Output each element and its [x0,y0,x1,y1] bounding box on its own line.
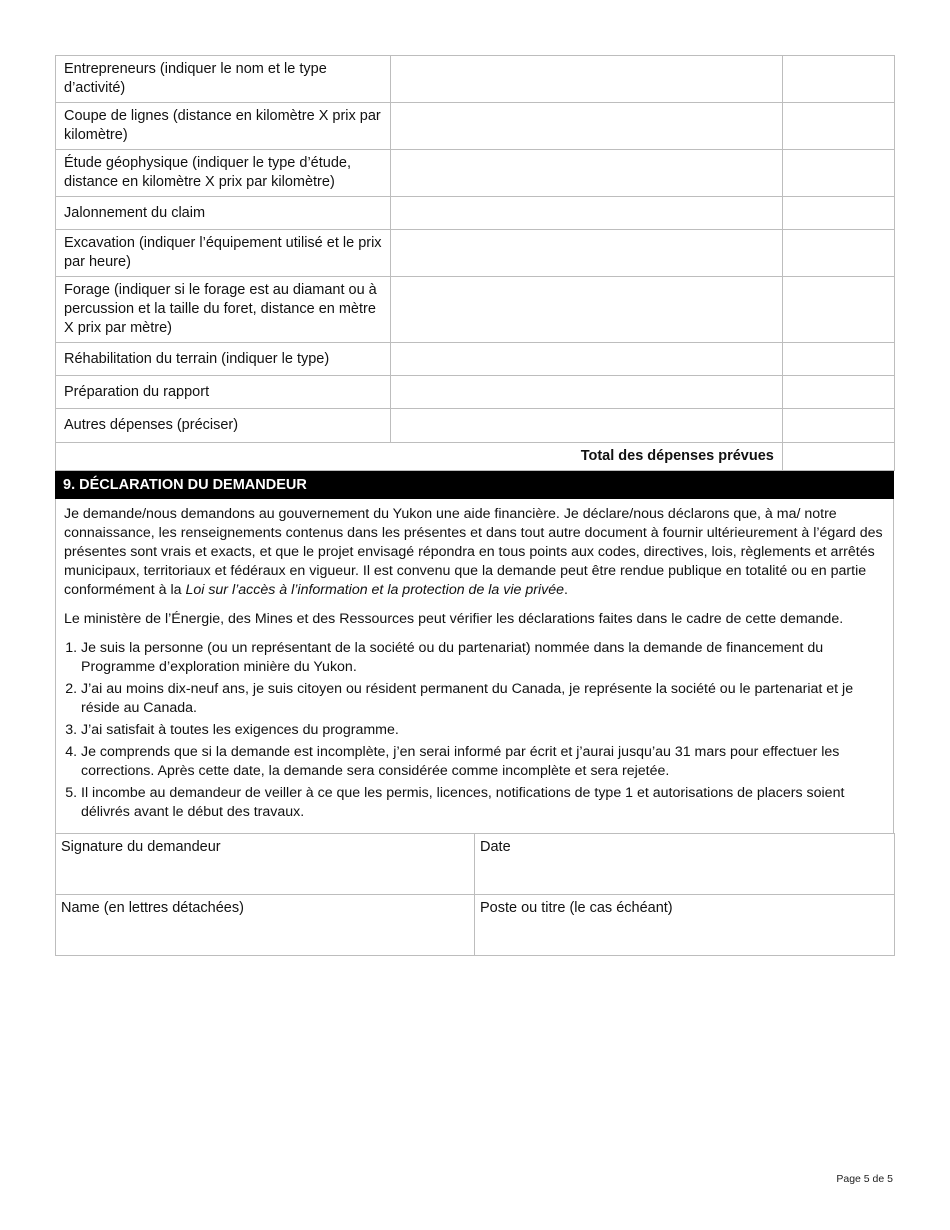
law-title: Loi sur l’accès à l’information et la protection de la vie privée [185,582,564,598]
table-row [56,409,895,443]
table-row [56,343,895,376]
expense-detail-field[interactable] [391,343,782,376]
table-row [56,277,895,343]
expense-detail-field[interactable] [391,150,782,197]
list-item: 5. Il incombe au demandeur de veiller à ce que les permis, licences, notifications de type 1 et autorisations de placers soient délivrés avant le début des travaux. [81,784,885,822]
expense-detail-field[interactable] [391,197,782,230]
form-page [55,55,894,956]
expense-label: Coupe de lignes (distance en kilomètre X prix par kilomètre) [56,103,391,150]
expense-detail-field[interactable] [391,56,782,103]
declaration-paragraph [64,505,885,600]
signature-label: Signature du demandeur [61,839,221,855]
table-row [56,197,895,230]
expense-amount-field[interactable] [782,150,894,197]
expense-amount-field[interactable] [782,56,894,103]
expense-label: Réhabilitation du terrain (indiquer le type) [56,343,391,376]
expense-label: Jalonnement du claim [56,197,391,230]
total-label: Total des dépenses prévues [56,443,783,471]
expense-label: Entrepreneurs (indiquer le nom et le type d’activité) [56,56,391,103]
table-row [56,56,895,103]
expense-label: Préparation du rapport [56,376,391,409]
expense-amount-field[interactable] [782,197,894,230]
expense-detail-field[interactable] [391,409,782,443]
total-amount-field[interactable] [782,443,894,471]
expense-detail-field[interactable] [391,376,782,409]
table-row [56,150,895,197]
table-row [56,376,895,409]
total-row [56,443,895,471]
expense-amount-field[interactable] [782,230,894,277]
expense-amount-field[interactable] [782,409,894,443]
expense-amount-field[interactable] [782,103,894,150]
expense-label: Étude géophysique (indiquer le type d’étude, distance en kilomètre X prix par kilomètre) [56,150,391,197]
declaration-list [64,639,885,822]
list-item: 1. Je suis la personne (ou un représentant de la société ou du partenariat) nommée dans la demande de financement du Programme d’exploration minière du Yukon. [81,639,885,677]
declaration-text [55,499,894,833]
expense-detail-field[interactable] [391,103,782,150]
declaration-paragraph-text: Je demande/nous demandons au gouvernement du Yukon une aide financière. Je déclare/nous déclarons que, à ma/ notre connaissance, les renseignements contenus dans les présentes et dans tout autre document à fournir ultérieurement à l’égard des présentes sont vrais et exacts, et que le projet envisagé répondra en tous points aux codes, directives, lois, règlements et arrêtés municipaux, territoriaux et fédéraux en vigueur. Il est convenu que la demande peut être rendue publique en totalité ou en partie conformément à la [64,506,883,598]
table-row [56,103,895,150]
expense-amount-field[interactable] [782,376,894,409]
expense-amount-field[interactable] [782,277,894,343]
list-item: 4. Je comprends que si la demande est incomplète, j’en serai informé par écrit et j’aurai jusqu’au 31 mars pour effectuer les corrections. Après cette date, la demande sera considérée comme incomplète et sera rejetée. [81,743,885,781]
expense-label: Autres dépenses (préciser) [56,409,391,443]
name-field[interactable] [56,895,475,956]
date-label: Date [480,839,511,855]
list-item: 2. J’ai au moins dix-neuf ans, je suis citoyen ou résident permanent du Canada, je représente la société ou le partenariat et je réside au Canada. [81,680,885,718]
date-field[interactable] [475,834,895,895]
expenses-table [55,55,895,471]
verification-paragraph: Le ministère de l’Énergie, des Mines et des Ressources peut vérifier les déclarations faites dans le cadre de cette demande. [64,611,844,627]
title-field[interactable] [475,895,895,956]
signature-field[interactable] [56,834,475,895]
section-header: 9. DÉCLARATION DU DEMANDEUR [55,471,894,499]
expense-label: Excavation (indiquer l’équipement utilisé et le prix par heure) [56,230,391,277]
table-row [56,230,895,277]
expense-amount-field[interactable] [782,343,894,376]
signature-grid [55,833,895,956]
declaration-paragraph-end: . [563,582,568,598]
expense-label: Forage (indiquer si le forage est au diamant ou à percussion et la taille du foret, distance en mètre X prix par mètre) [56,277,391,343]
list-item: 3. J’ai satisfait à toutes les exigences du programme. [81,721,885,740]
name-label: Name (en lettres détachées) [61,900,244,916]
expense-detail-field[interactable] [391,230,782,277]
expense-detail-field[interactable] [391,277,782,343]
page-number: Page 5 de 5 [836,1173,893,1185]
title-label: Poste ou titre (le cas échéant) [480,900,673,916]
